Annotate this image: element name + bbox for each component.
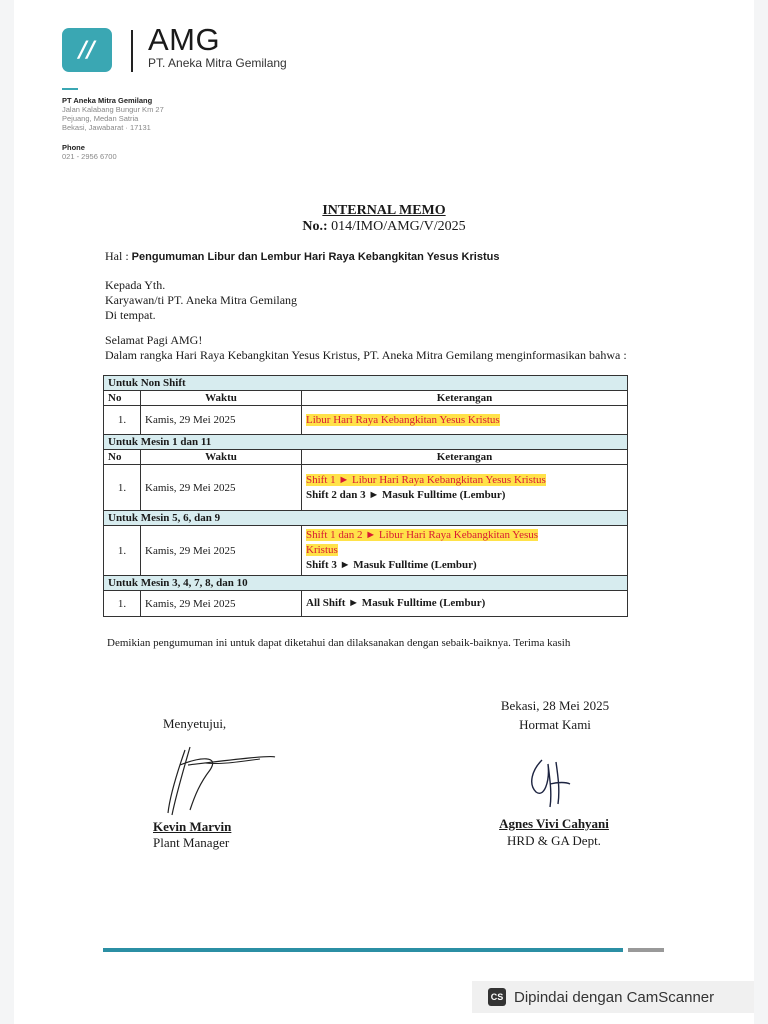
place-date: Bekasi, 28 Mei 2025: [500, 698, 610, 713]
camscanner-label: Dipindai dengan CamScanner: [514, 988, 715, 1006]
intro-text: Dalam rangka Hari Raya Kebangkitan Yesus Kristus, PT. Aneka Mitra Gemilang menginformasikan bahwa :: [105, 348, 627, 362]
highlight-text: Kristus: [306, 544, 338, 556]
memo-number-label: No.:: [302, 219, 328, 234]
recipient-block: [105, 278, 297, 323]
cell-waktu: Kamis, 29 Mei 2025: [141, 465, 302, 511]
company-phone: [62, 143, 117, 161]
memo-title: INTERNAL MEMO: [322, 203, 446, 218]
company-subtitle: PT. Aneka Mitra Gemilang: [148, 56, 287, 70]
camscanner-icon: CS: [488, 988, 506, 1006]
cell-no: 1.: [104, 591, 141, 617]
approver-signature-icon: [150, 735, 290, 820]
cell-no: 1.: [104, 526, 141, 576]
place-date-block: [480, 696, 630, 734]
cell-keterangan: [302, 465, 628, 511]
greeting-block: [105, 333, 627, 363]
subject-label: Hal :: [105, 249, 129, 263]
section-title: Untuk Mesin 3, 4, 7, 8, dan 10: [104, 576, 628, 591]
address-company: PT Aneka Mitra Gemilang: [62, 96, 153, 105]
memo-number-value: 014/IMO/AMG/V/2025: [331, 219, 466, 234]
cell-no: 1.: [104, 406, 141, 435]
col-no: No: [104, 450, 141, 465]
phone-number: 021 - 2956 6700: [62, 152, 117, 161]
table-row: [104, 526, 628, 576]
recipient-line: Di tempat.: [105, 308, 156, 322]
approver-title: Plant Manager: [153, 835, 230, 850]
sender-name: Agnes Vivi Cahyani: [499, 816, 609, 831]
approver-name: Kevin Marvin: [153, 819, 232, 834]
section-title: Untuk Mesin 5, 6, dan 9: [104, 511, 628, 526]
closing-text: Demikian pengumuman ini untuk dapat diketahui dan dilaksanakan dengan sebaik-baiknya. Terima kasih: [107, 637, 571, 649]
memo-number: [0, 219, 768, 235]
col-waktu: Waktu: [141, 391, 302, 406]
section-title: Untuk Non Shift: [104, 376, 628, 391]
cell-no: 1.: [104, 465, 141, 511]
recipient-line: Karyawan/ti PT. Aneka Mitra Gemilang: [105, 293, 298, 307]
subject-value: Pengumuman Libur dan Lembur Hari Raya Kebangkitan Yesus Kristus: [131, 251, 500, 263]
table-section-header: [104, 435, 628, 450]
col-keterangan: Keterangan: [302, 450, 628, 465]
cell-waktu: Kamis, 29 Mei 2025: [141, 406, 302, 435]
table-column-header: [104, 391, 628, 406]
table-section-header: [104, 376, 628, 391]
table-section-header: [104, 511, 628, 526]
regards: Hormat Kami: [519, 717, 591, 732]
highlight-text: Libur Hari Raya Kebangkitan Yesus Kristus: [306, 413, 500, 426]
highlight-text: Shift 1 dan 2 ► Libur Hari Raya Kebangkitan Yesus: [306, 529, 539, 541]
approve-label: Menyetujui,: [163, 716, 227, 731]
cell-keterangan: All Shift ► Masuk Fulltime (Lembur): [302, 591, 628, 617]
address-line-2: Pejuang, Medan Satria: [62, 114, 139, 123]
cell-keterangan: [302, 526, 628, 576]
address-accent-line: [62, 88, 78, 90]
col-no: No: [104, 391, 141, 406]
section-title: Untuk Mesin 1 dan 11: [104, 435, 628, 450]
table-row: [104, 406, 628, 435]
col-keterangan: Keterangan: [302, 391, 628, 406]
col-waktu: Waktu: [141, 450, 302, 465]
footer-accent-bar: [103, 948, 623, 952]
company-logo-icon: //: [62, 28, 112, 72]
highlight-text: Shift 1 ► Libur Hari Raya Kebangkitan Yesus Kristus: [306, 473, 546, 486]
cell-waktu: Kamis, 29 Mei 2025: [141, 591, 302, 617]
table-section-header: [104, 576, 628, 591]
table-row: [104, 465, 628, 511]
recipient-line: Kepada Yth.: [105, 278, 166, 292]
keterangan-line: Shift 2 dan 3 ► Masuk Fulltime (Lembur): [306, 488, 506, 501]
footer-accent-bar-gray: [628, 948, 664, 952]
company-address: [62, 96, 164, 132]
brand-name: AMG: [148, 22, 221, 57]
keterangan-line: Shift 3 ► Masuk Fulltime (Lembur): [306, 559, 477, 571]
table-column-header: [104, 450, 628, 465]
logo-divider: [131, 30, 133, 72]
cell-waktu: Kamis, 29 Mei 2025: [141, 526, 302, 576]
sender-signature-icon: [520, 752, 580, 812]
cell-keterangan: [302, 406, 628, 435]
address-line-3: Bekasi, Jawabarat · 17131: [62, 123, 151, 132]
greeting: Selamat Pagi AMG!: [105, 333, 203, 347]
phone-label: Phone: [62, 143, 85, 152]
address-line-1: Jalan Kalabang Bungur Km 27: [62, 105, 164, 114]
memo-subject: [105, 249, 499, 264]
sender-title: HRD & GA Dept.: [507, 833, 601, 848]
schedule-table: [103, 375, 628, 617]
camscanner-watermark: [472, 981, 754, 1013]
table-row: [104, 591, 628, 617]
